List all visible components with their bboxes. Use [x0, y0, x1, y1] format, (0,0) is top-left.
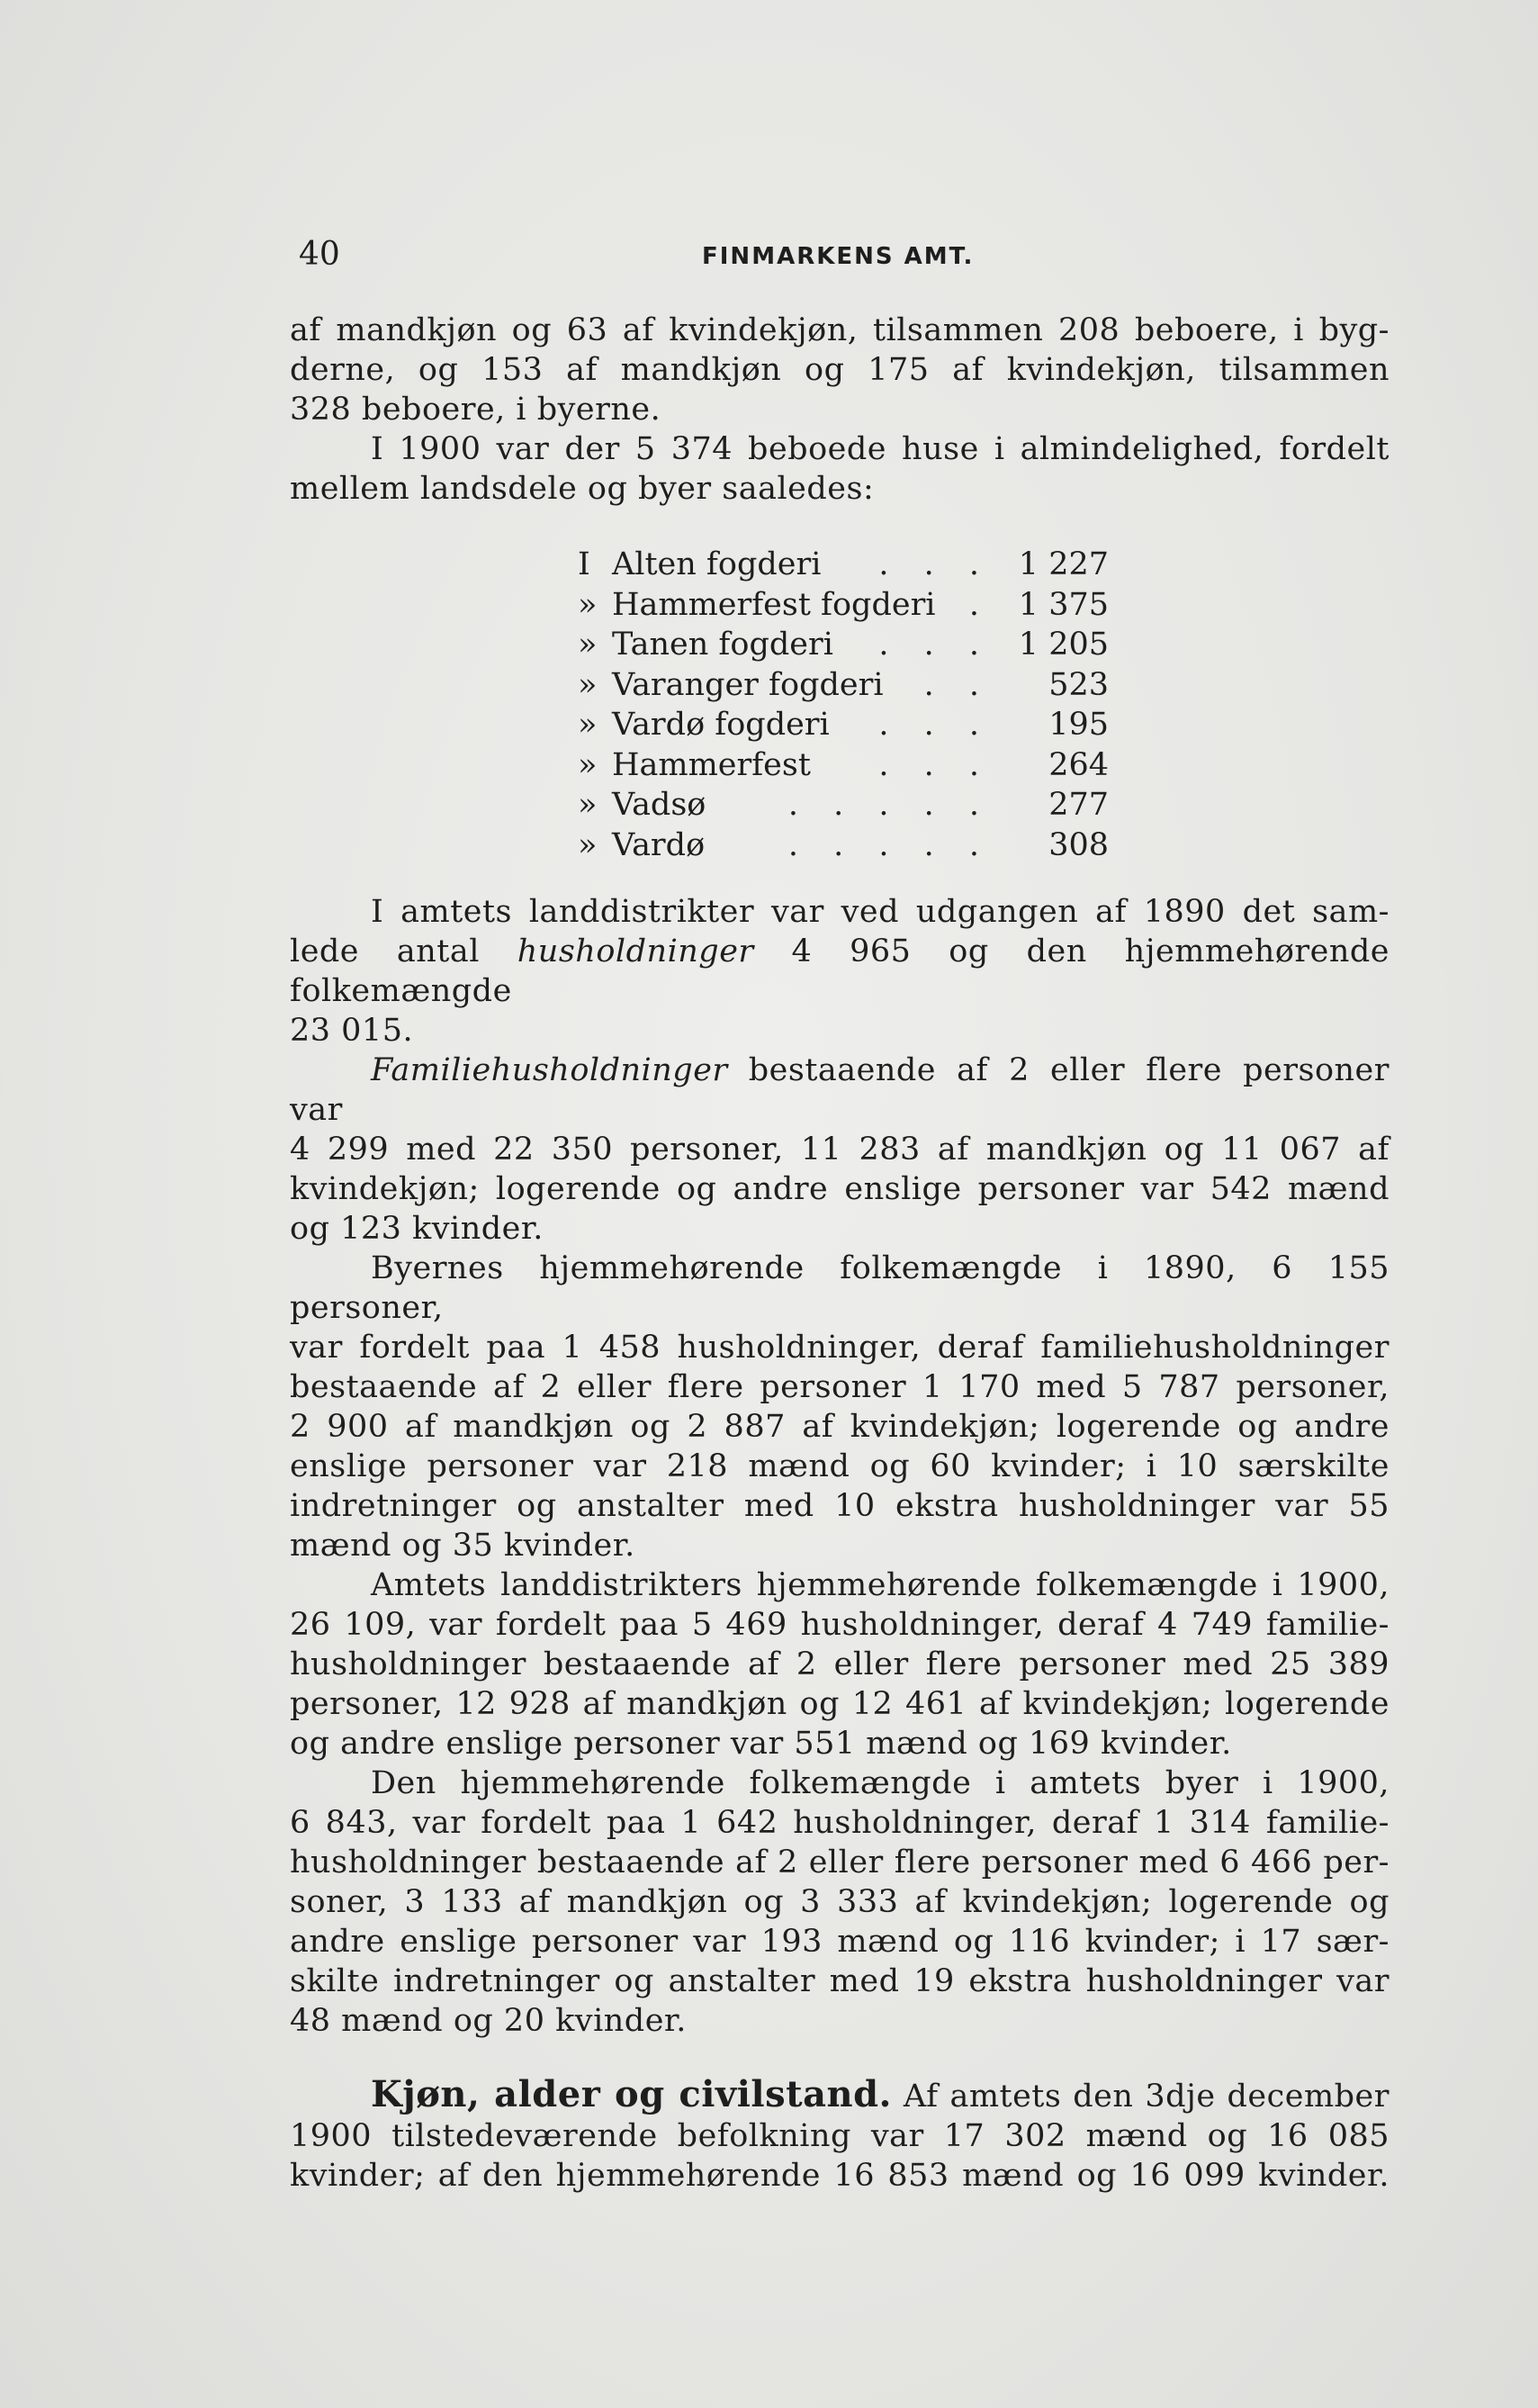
table-row: [578, 745, 1109, 786]
text-span: bestaaende af 2 eller flere personer var: [290, 1052, 1390, 1128]
row-value: 523: [1048, 666, 1109, 703]
text-span: lede antal: [290, 933, 517, 970]
table-row: [578, 585, 1109, 626]
text-line: husholdninger bestaaende af 2 eller flere personer med 25 389: [290, 1646, 1390, 1682]
paragraph-4: [290, 1051, 1390, 1249]
text-line: andre enslige personer var 193 mænd og 116 kvinder; i 17 sær-: [290, 1924, 1390, 1960]
row-label: Varanger fogderi: [612, 666, 884, 703]
text-line: 328 beboere, i byerne.: [290, 392, 661, 428]
paragraph-8: [290, 2075, 1390, 2196]
text-line: mellem landsdele og byer saaledes:: [290, 471, 875, 507]
text-line: af mandkjøn og 63 af kvindekjøn, tilsammen 208 beboere, i byg-: [290, 312, 1390, 348]
row-label: Vardø fogderi: [612, 707, 830, 743]
emphasis: husholdninger: [517, 933, 754, 970]
paragraph-7: [290, 1763, 1390, 2041]
table-row: [578, 785, 1109, 825]
row-value: 308: [1048, 826, 1109, 863]
text-line: skilte indretninger og anstalter med 19 ekstra husholdninger var: [290, 1963, 1390, 1999]
text-line: var fordelt paa 1 458 husholdninger, deraf familiehusholdninger: [290, 1330, 1390, 1366]
row-dots: . . .: [878, 746, 992, 783]
row-mark: I: [578, 546, 590, 582]
table-row: [578, 705, 1109, 745]
row-label: Tanen fogderi: [612, 627, 833, 663]
row-value: 264: [1048, 746, 1109, 783]
text-line: 23 015.: [290, 1013, 414, 1049]
text-line: 26 109, var fordelt paa 5 469 husholdninger, deraf 4 749 familie-: [290, 1607, 1390, 1643]
text-line: Den hjemmehørende folkemængde i amtets byer i 1900,: [371, 1765, 1390, 1801]
paragraph-1: [290, 311, 1390, 429]
text-line: kvindekjøn; logerende og andre enslige personer var 542 mænd: [290, 1171, 1390, 1207]
text-line: 1900 tilstedeværende befolkning var 17 302 mænd og 16 085: [290, 2118, 1390, 2154]
row-dots: . . .: [878, 707, 992, 743]
text-line: og andre enslige personer var 551 mænd og 169 kvinder.: [290, 1726, 1232, 1762]
text-line: 48 mænd og 20 kvinder.: [290, 2003, 687, 2039]
page-body: [290, 311, 1390, 2196]
text-line: husholdninger bestaaende af 2 eller flere personer med 6 466 per-: [290, 1844, 1390, 1880]
paragraph-2: [290, 429, 1390, 509]
text-line: 6 843, var fordelt paa 1 642 husholdninger, deraf 1 314 familie-: [290, 1805, 1390, 1841]
text-line: 4 299 med 22 350 personer, 11 283 af mandkjøn og 11 067 af: [290, 1132, 1390, 1168]
section-spacer: [290, 2041, 1390, 2075]
text-line: I amtets landdistrikter var ved udgangen af 1890 det sam-: [371, 894, 1390, 930]
paragraph-3: [290, 892, 1390, 1051]
row-value: 195: [1048, 707, 1109, 743]
row-dots: . . . . .: [787, 787, 992, 823]
section-heading: Kjøn, alder og civilstand.: [371, 2073, 892, 2115]
text-line: I 1900 var der 5 374 beboede huse i almindelighed, fordelt: [371, 431, 1390, 467]
text-line: derne, og 153 af mandkjøn og 175 af kvindekjøn, tilsammen: [290, 352, 1390, 388]
text-line: personer, 12 928 af mandkjøn og 12 461 af kvindekjøn; logerende: [290, 1686, 1390, 1722]
row-mark: »: [578, 627, 598, 663]
text-span: 4 965 og den hjemmehørende folkemængde: [290, 933, 1390, 1009]
row-mark: »: [578, 787, 598, 823]
table-row: [578, 545, 1109, 585]
row-label: Hammerfest: [612, 746, 811, 783]
text-span: Af amtets den 3dje december: [891, 2079, 1390, 2115]
text-line: enslige personer var 218 mænd og 60 kvinder; i 10 særskilte: [290, 1448, 1390, 1484]
row-mark: »: [578, 746, 598, 783]
text-line: 2 900 af mandkjøn og 2 887 af kvindekjøn; logerende og andre: [290, 1409, 1390, 1445]
row-dots: .: [968, 586, 992, 623]
text-line: soner, 3 133 af mandkjøn og 3 333 af kvindekjøn; logerende og: [290, 1884, 1390, 1920]
houses-table: [578, 545, 1109, 865]
table-row: [578, 665, 1109, 706]
text-line: Amtets landdistrikters hjemmehørende folkemængde i 1900,: [371, 1567, 1390, 1603]
row-label: Hammerfest fogderi: [612, 586, 936, 623]
row-label: Vardø: [612, 826, 706, 863]
emphasis: Familiehusholdninger: [371, 1052, 728, 1088]
row-label: Alten fogderi: [612, 546, 822, 582]
running-title: FINMARKENS AMT.: [702, 243, 975, 270]
table-row: [578, 625, 1109, 665]
paragraph-6: [290, 1565, 1390, 1763]
page-header: [288, 236, 1386, 281]
text-line: [290, 932, 1390, 1011]
text-line: indretninger og anstalter med 10 ekstra husholdninger var 55: [290, 1488, 1390, 1524]
text-line: [290, 2075, 1390, 2116]
text-line: kvinder; af den hjemmehørende 16 853 mænd og 16 099 kvinder.: [290, 2158, 1390, 2194]
text-line: Byernes hjemmehørende folkemængde i 1890, 6 155 personer,: [290, 1250, 1390, 1326]
row-value: 1 375: [1018, 586, 1109, 623]
row-dots: . . .: [878, 627, 992, 663]
row-mark: »: [578, 826, 598, 863]
row-mark: »: [578, 707, 598, 743]
table-row: [578, 825, 1109, 866]
row-dots: . . .: [878, 546, 992, 582]
row-value: 277: [1048, 787, 1109, 823]
paragraph-5: [290, 1249, 1390, 1565]
page-number: 40: [299, 236, 340, 273]
row-mark: »: [578, 586, 598, 623]
row-dots: . . . . .: [787, 826, 992, 863]
row-label: Vadsø: [612, 787, 706, 823]
row-mark: »: [578, 666, 598, 703]
text-line: bestaaende af 2 eller flere personer 1 170 med 5 787 personer,: [290, 1369, 1390, 1405]
row-value: 1 205: [1018, 627, 1109, 663]
text-line: mænd og 35 kvinder.: [290, 1528, 635, 1564]
row-dots: . .: [923, 666, 992, 703]
text-line: [290, 1051, 1390, 1130]
text-line: og 123 kvinder.: [290, 1211, 544, 1247]
row-value: 1 227: [1018, 546, 1109, 582]
